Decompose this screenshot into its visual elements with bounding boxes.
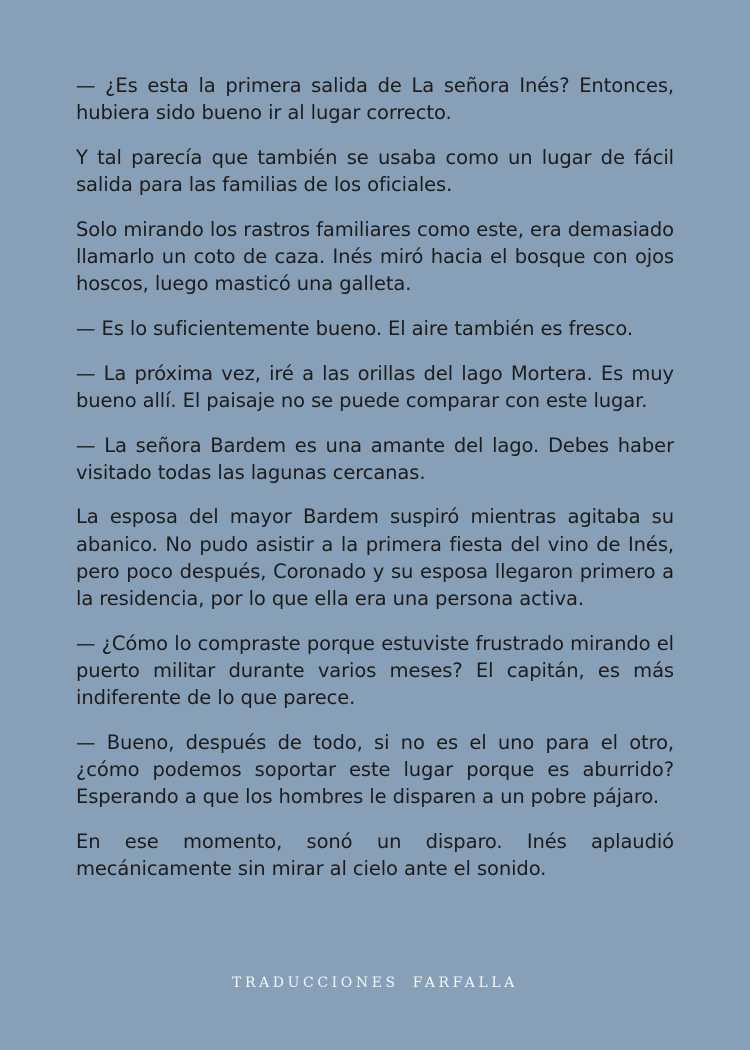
paragraph-8: — ¿Cómo lo compraste porque estuviste frustrado mirando el puerto militar durante varios meses? El capitán, es más indiferente de lo que parece.	[76, 631, 674, 710]
paragraph-5: — La próxima vez, iré a las orillas del lago Mortera. Es muy bueno allí. El paisaje no se puede comparar con este lugar.	[76, 361, 674, 412]
paragraph-6: — La señora Bardem es una amante del lago. Debes haber visitado todas las lagunas cercanas.	[76, 433, 674, 484]
paragraph-1: — ¿Es esta la primera salida de La señora Inés? Entonces, hubiera sido bueno ir al lugar correcto.	[76, 74, 674, 125]
paragraph-3: Solo mirando los rastros familiares como este, era demasiado llamarlo un coto de caza. Inés miró hacia el bosque con ojos hoscos, luego masticó una galleta.	[76, 217, 674, 296]
paragraph-7: La esposa del mayor Bardem suspiró mientras agitaba su abanico. No pudo asistir a la primera fiesta del vino de Inés, pero poco después, Coronado y su esposa llegaron primero a la residencia, por lo que ella era una persona activa.	[76, 505, 674, 611]
paragraph-9: — Bueno, después de todo, si no es el uno para el otro, ¿cómo podemos soportar este lugar porque es aburrido? Esperando a que los hombres le disparen a un pobre pájaro.	[76, 730, 674, 809]
footer-credit	[0, 975, 750, 991]
paragraph-2: Y tal parecía que también se usaba como un lugar de fácil salida para las familias de los oficiales.	[76, 145, 674, 197]
paragraph-10: En ese momento, sonó un disparo. Inés aplaudió mecánicamente sin mirar al cielo ante el sonido.	[76, 829, 674, 881]
footer-word-1: TRADUCCIONES	[232, 975, 399, 991]
body-text	[76, 72, 674, 900]
paragraph-4: — Es lo suficientemente bueno. El aire también es fresco.	[76, 316, 633, 340]
footer-word-2: FARFALLA	[412, 975, 518, 991]
